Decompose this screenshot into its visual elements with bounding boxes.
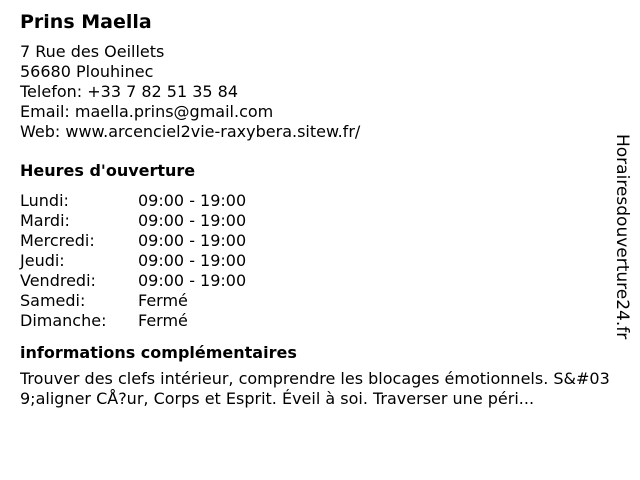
- hours-row: [20, 211, 610, 231]
- site-watermark: Horairesdouverture24.fr: [612, 134, 632, 340]
- hours-day: Jeudi:: [20, 251, 65, 270]
- hours-day: Dimanche:: [20, 311, 107, 330]
- business-name: Prins Maella: [20, 11, 152, 33]
- address-city: 56680 Plouhinec: [20, 62, 154, 81]
- hours-day: Vendredi:: [20, 271, 96, 290]
- hours-time: 09:00 - 19:00: [138, 191, 247, 210]
- hours-row: [20, 251, 610, 271]
- web-line: Web: www.arcenciel2vie-raxybera.sitew.fr/: [20, 122, 361, 141]
- hours-day: Mardi:: [20, 211, 70, 230]
- info-heading: informations complémentaires: [20, 343, 297, 362]
- business-card: [20, 10, 610, 409]
- hours-time: 09:00 - 19:00: [138, 251, 247, 270]
- info-text: Trouver des clefs intérieur, comprendre les blocages émotionnels. S&#039;aligner CÅ?ur, Corps et Esprit. Éveil à soi. Traverser une péri...: [20, 369, 610, 408]
- hours-row: [20, 191, 610, 211]
- phone-line: Telefon: +33 7 82 51 35 84: [20, 82, 239, 101]
- hours-day: Samedi:: [20, 291, 86, 310]
- email-line: Email: maella.prins@gmail.com: [20, 102, 274, 121]
- address-street: 7 Rue des Oeillets: [20, 42, 165, 61]
- hours-row: [20, 311, 610, 331]
- hours-time: Fermé: [138, 291, 188, 310]
- hours-time: Fermé: [138, 311, 188, 330]
- hours-table: [20, 191, 610, 331]
- hours-time: 09:00 - 19:00: [138, 231, 247, 250]
- hours-day: Lundi:: [20, 191, 69, 210]
- hours-heading: Heures d'ouverture: [20, 161, 196, 180]
- hours-row: [20, 231, 610, 251]
- hours-day: Mercredi:: [20, 231, 95, 250]
- hours-time: 09:00 - 19:00: [138, 271, 247, 290]
- hours-time: 09:00 - 19:00: [138, 211, 247, 230]
- hours-row: [20, 271, 610, 291]
- hours-row: [20, 291, 610, 311]
